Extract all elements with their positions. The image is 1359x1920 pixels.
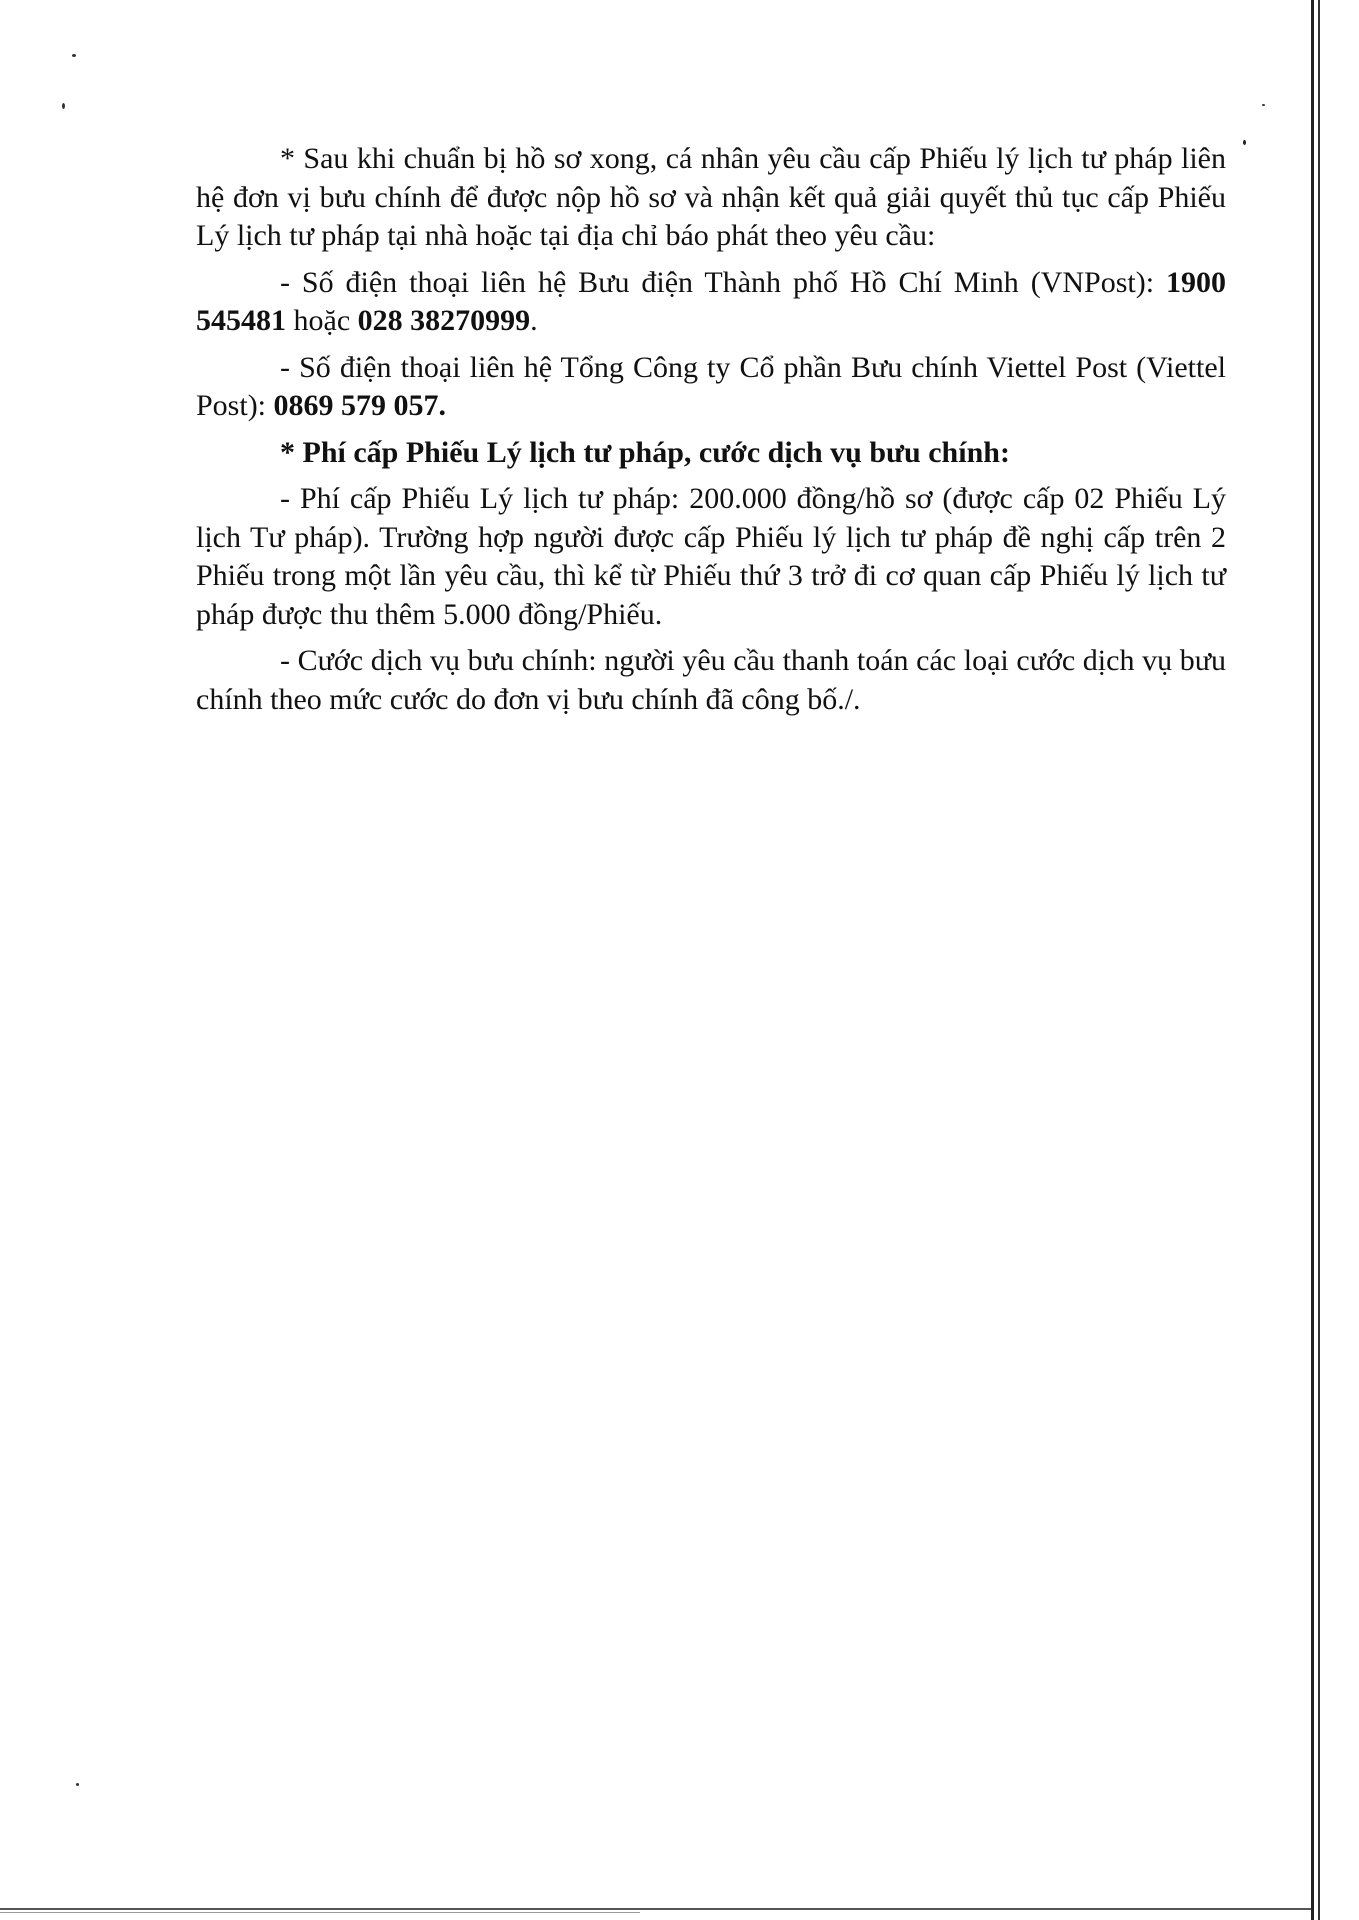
vnpost-period: . xyxy=(530,304,538,337)
paragraph-record-fee xyxy=(196,480,1226,634)
paragraph-submission-instructions xyxy=(196,140,1226,256)
paragraph-text: - Cước dịch vụ bưu chính: người yêu cầu thanh toán các loại cước dịch vụ bưu chính theo mức cước do đơn vị bưu chính đã công bố./. xyxy=(196,644,1226,716)
scan-speck xyxy=(62,103,65,109)
paragraph-text: * Sau khi chuẩn bị hồ sơ xong, cá nhân yêu cầu cấp Phiếu lý lịch tư pháp liên hệ đơn vị bưu chính để được nộp hồ sơ và nhận kết quả giải quyết thủ tục cấp Phiếu Lý lịch tư pháp tại nhà hoặc tại địa chỉ báo phát theo yêu cầu: xyxy=(196,142,1226,252)
vnpost-connector: hoặc xyxy=(286,304,358,337)
paragraph-vnpost-phone xyxy=(196,264,1226,341)
paragraph-viettel-phone xyxy=(196,349,1226,426)
vnpost-label: - Số điện thoại liên hệ Bưu điện Thành phố Hồ Chí Minh (VNPost): xyxy=(280,265,1166,299)
heading-text: * Phí cấp Phiếu Lý lịch tư pháp, cước dịch vụ bưu chính: xyxy=(280,435,1010,469)
scan-border-right xyxy=(1311,0,1314,1920)
scan-border-bottom-faint xyxy=(0,1912,640,1913)
scan-speck xyxy=(72,54,76,57)
document-body xyxy=(196,140,1226,727)
paragraph-text: - Phí cấp Phiếu Lý lịch tư pháp: 200.000 đồng/hồ sơ (được cấp 02 Phiếu Lý lịch Tư pháp). Trường hợp người được cấp Phiếu lý lịch tư pháp đề nghị cấp trên 2 Phiếu trong một lần yêu cầu, thì kể từ Phiếu thứ 3 trở đi cơ quan cấp Phiếu lý lịch tư pháp được thu thêm 5.000 đồng/Phiếu. xyxy=(196,482,1226,631)
section-heading-fees xyxy=(196,434,1226,473)
scan-speck xyxy=(1243,140,1246,145)
vnpost-phone-primary: 1900 545481 xyxy=(196,265,1226,337)
scan-speck xyxy=(1262,104,1265,106)
scan-border-right-inner xyxy=(1318,0,1320,1920)
viettel-label: - Số điện thoại liên hệ Tổng Công ty Cổ phần Bưu chính Viettel Post (Viettel Post): xyxy=(196,350,1226,422)
viettel-phone: 0869 579 057. xyxy=(273,389,447,422)
vnpost-phone-secondary: 028 38270999 xyxy=(357,304,531,337)
scan-border-bottom xyxy=(0,1908,1311,1910)
scan-speck xyxy=(76,1783,79,1786)
paragraph-postal-fee xyxy=(196,642,1226,719)
